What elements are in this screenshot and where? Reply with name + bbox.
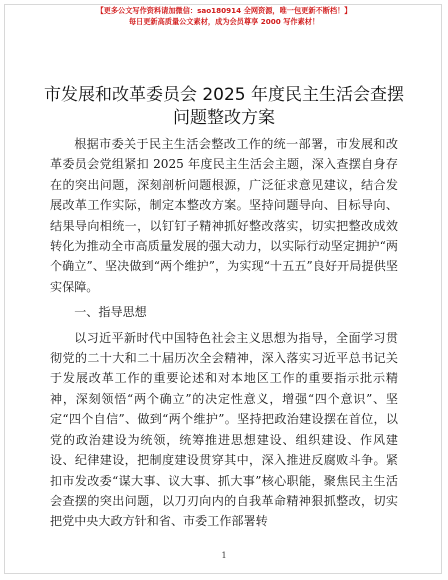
section-paragraph: 以习近平新时代中国特色社会主义思想为指导，全面学习贯彻党的二十大和二十届历次全会精神，深入落实习近平总书记关于发展改革工作的重要论述和对本地区工作的重要指示批示精神，深刻领悟“两个确立”的决定性意义，增强“四个意识”、坚定“四个自信”、做到“两个维护”。坚持把政治建设摆在首位，以党的政治建设为统领，统筹推进思想建设、组织建设、作风建设、纪律建设，把制度建设贯穿其中，深入推进反腐败斗争。紧扣市发改委“谋大事、议大事、抓大事”核心职能，聚焦民主生活会查摆的突出问题，以刀刃向内的自我革命精神狠抓整改，切实把党中央大政方针和省、市委工作部署转	[50, 330, 398, 529]
page-number: 1	[221, 551, 227, 560]
promo-banner-line-1: 【更多公文写作资料请加微信：sao180914 全网资源，唯一包更新不断档！】	[96, 6, 352, 15]
intro-paragraph: 根据市委关于民主生活会整改工作的统一部署，市发展和改革委员会党组紧扣 2025 年度民主生活会主题，深入查摆自身存在的突出问题，深刻剖析问题根源，广泛征求意见建议，结合发展改革工作实际，制定本整改方案。坚持问题导向、目标导向、结果导向相统一，以钉钉子精神抓好整改落实，切实把整改成效转化为推动全市高质量发展的强大动力，以实际行动坚定拥护“两个确立”、坚决做到“两个维护”，为实现“十五五”良好开局提供坚实保障。	[50, 137, 398, 294]
document-title	[0, 84, 448, 130]
document-body	[50, 134, 398, 532]
promo-banner	[0, 6, 448, 27]
section-heading: 一、指导思想	[74, 305, 147, 320]
promo-banner-line-2: 每日更新高质量公文素材，成为会员尊享 2000 写作素材！	[128, 17, 320, 26]
document-title-line-2: 问题整改方案	[173, 108, 275, 128]
document-title-line-1: 市发展和改革委员会 2025 年度民主生活会查摆	[43, 85, 405, 105]
